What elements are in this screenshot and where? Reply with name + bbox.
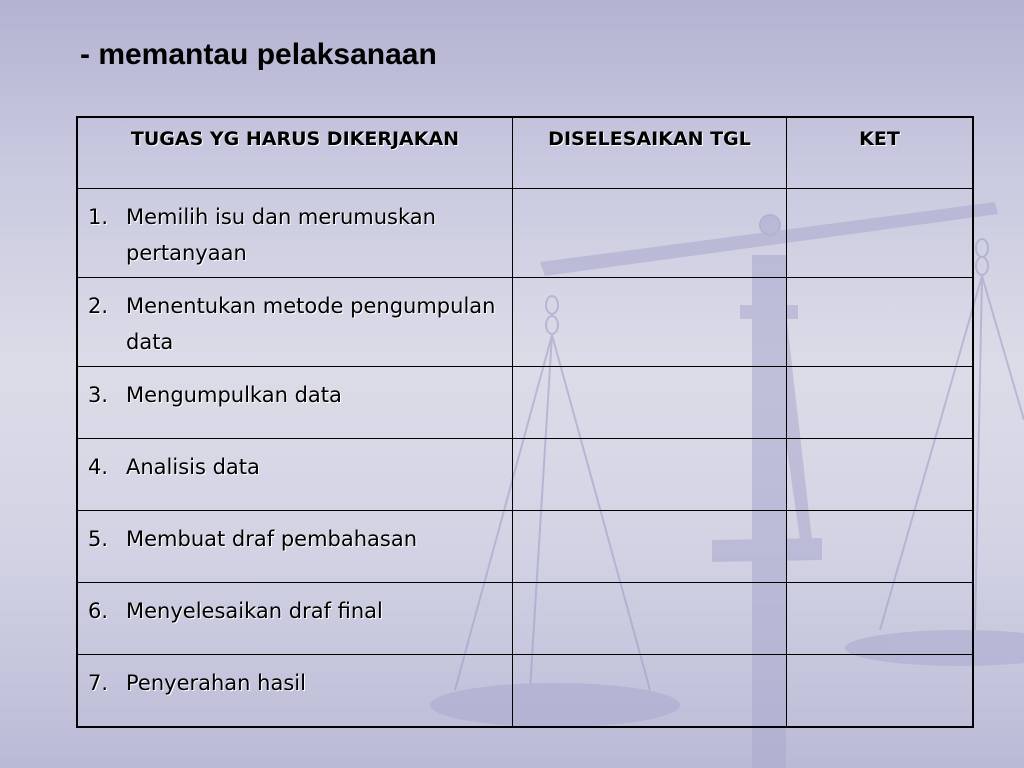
task-cell xyxy=(77,278,513,367)
note-cell xyxy=(787,583,974,655)
task-number: 7. xyxy=(88,671,109,695)
task-text: Membuat draf pembahasan xyxy=(126,527,418,551)
slide-title: - memantau pelaksanaan xyxy=(80,38,437,71)
table-header-row xyxy=(77,117,973,189)
table-row xyxy=(77,511,973,583)
task-cell xyxy=(77,439,513,511)
task-cell xyxy=(77,655,513,728)
task-cell xyxy=(77,583,513,655)
completion-date-cell xyxy=(513,511,787,583)
note-cell xyxy=(787,367,974,439)
task-text: Memilih isu dan merumuskan pertanyaan xyxy=(126,205,436,265)
task-text: Menyelesaikan draf final xyxy=(126,599,383,623)
table-row xyxy=(77,439,973,511)
task-number: 6. xyxy=(88,599,109,623)
task-number: 2. xyxy=(88,294,109,318)
note-cell xyxy=(787,189,974,278)
task-text: Menentukan metode pengumpulan data xyxy=(126,294,496,354)
note-cell xyxy=(787,511,974,583)
task-monitoring-table xyxy=(76,116,974,728)
column-header-note: KET xyxy=(787,117,974,189)
table-row xyxy=(77,655,973,728)
completion-date-cell xyxy=(513,439,787,511)
note-cell xyxy=(787,439,974,511)
table-row xyxy=(77,189,973,278)
completion-date-cell xyxy=(513,583,787,655)
column-header-task: TUGAS YG HARUS DIKERJAKAN xyxy=(77,117,513,189)
task-text: Penyerahan hasil xyxy=(126,671,306,695)
task-text: Mengumpulkan data xyxy=(126,383,342,407)
task-number: 4. xyxy=(88,455,109,479)
task-number: 3. xyxy=(88,383,109,407)
table-row xyxy=(77,278,973,367)
table-row xyxy=(77,367,973,439)
task-cell xyxy=(77,367,513,439)
table-row xyxy=(77,583,973,655)
completion-date-cell xyxy=(513,367,787,439)
task-cell xyxy=(77,511,513,583)
task-text: Analisis data xyxy=(126,455,260,479)
task-cell xyxy=(77,189,513,278)
note-cell xyxy=(787,655,974,728)
note-cell xyxy=(787,278,974,367)
completion-date-cell xyxy=(513,655,787,728)
task-number: 1. xyxy=(88,205,109,229)
task-number: 5. xyxy=(88,527,109,551)
column-header-completion-date: DISELESAIKAN TGL xyxy=(513,117,787,189)
completion-date-cell xyxy=(513,278,787,367)
completion-date-cell xyxy=(513,189,787,278)
